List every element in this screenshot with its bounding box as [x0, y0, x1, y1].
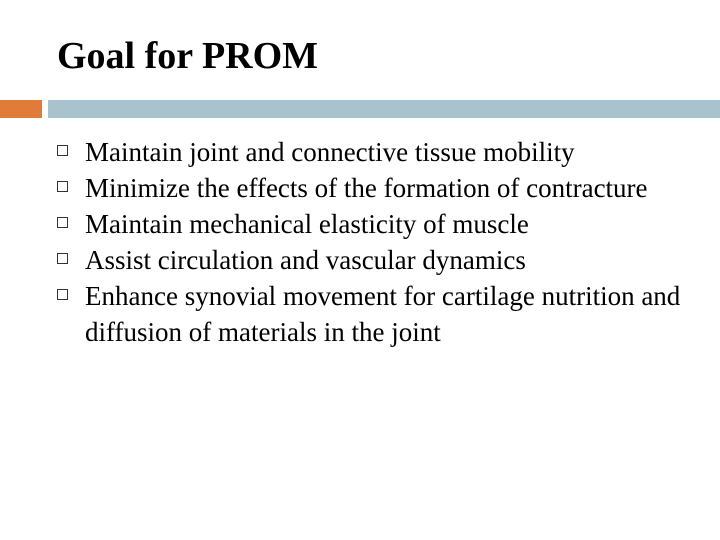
bullet-item [48, 242, 688, 278]
empty-checkbox-icon [57, 181, 68, 192]
bullet-item [48, 134, 688, 170]
bullet-text: Enhance synovial movement for cartilage nutrition and diffusion of materials in the joint [85, 281, 681, 347]
bullet-text: Maintain mechanical elasticity of muscle [85, 209, 529, 239]
bullet-item [48, 170, 688, 206]
bullet-list [48, 134, 688, 350]
empty-checkbox-icon [57, 145, 68, 156]
bullet-text: Maintain joint and connective tissue mobility [85, 137, 575, 167]
accent-bar [0, 100, 42, 118]
empty-checkbox-icon [57, 217, 68, 228]
bullet-item [48, 278, 688, 350]
slide-title: Goal for PROM [57, 35, 319, 77]
title-rule [48, 100, 720, 118]
bullet-text: Minimize the effects of the formation of contracture [85, 173, 648, 203]
empty-checkbox-icon [57, 253, 68, 264]
bullet-item [48, 206, 688, 242]
empty-checkbox-icon [57, 289, 68, 300]
bullet-text: Assist circulation and vascular dynamics [85, 245, 526, 275]
